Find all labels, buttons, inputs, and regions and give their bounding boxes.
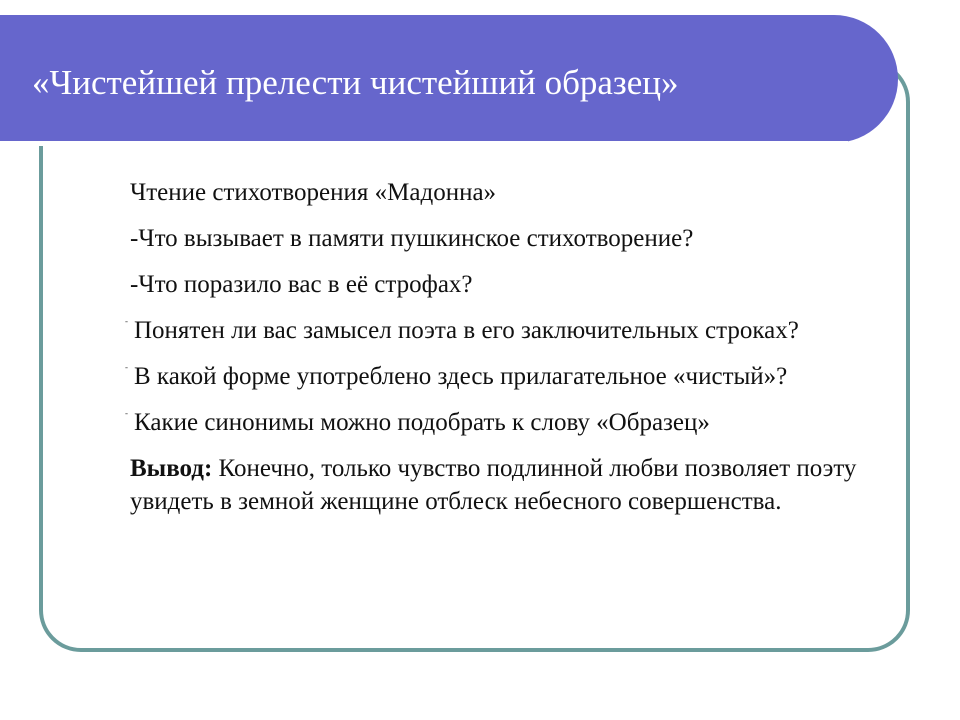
conclusion-text: Конечно, только чувство подлинной любви позволяет поэту увидеть в земной женщине отблеск небесного совершенства. bbox=[130, 455, 857, 515]
conclusion-label: Вывод: bbox=[130, 455, 213, 482]
paragraph bbox=[125, 406, 880, 439]
paragraph-text: Какие синонимы можно подобрать к слову «Образец» bbox=[134, 409, 710, 436]
paragraph bbox=[125, 314, 880, 347]
title-bar bbox=[0, 15, 898, 143]
paragraph bbox=[125, 360, 880, 393]
paragraph-text: -Что поразило вас в её строфах? bbox=[130, 271, 473, 298]
title-underline bbox=[0, 141, 848, 146]
bullet-marker: - bbox=[125, 362, 128, 372]
paragraph-text: -Что вызывает в памяти пушкинское стихотворение? bbox=[130, 225, 694, 252]
bullet-marker: - bbox=[125, 408, 128, 418]
paragraph-text: Понятен ли вас замысел поэта в его заключительных строках? bbox=[134, 317, 799, 344]
bullet-marker: - bbox=[125, 316, 128, 326]
paragraph bbox=[130, 176, 880, 209]
slide-title: «Чистейшей прелести чистейший образец» bbox=[32, 63, 679, 102]
slide-body bbox=[125, 176, 880, 531]
paragraph-text: В какой форме употреблено здесь прилагательное «чистый»? bbox=[134, 363, 788, 390]
paragraph bbox=[130, 268, 880, 301]
paragraph bbox=[130, 222, 880, 255]
conclusion-paragraph bbox=[130, 452, 880, 518]
paragraph-text: Чтение стихотворения «Мадонна» bbox=[130, 179, 497, 206]
